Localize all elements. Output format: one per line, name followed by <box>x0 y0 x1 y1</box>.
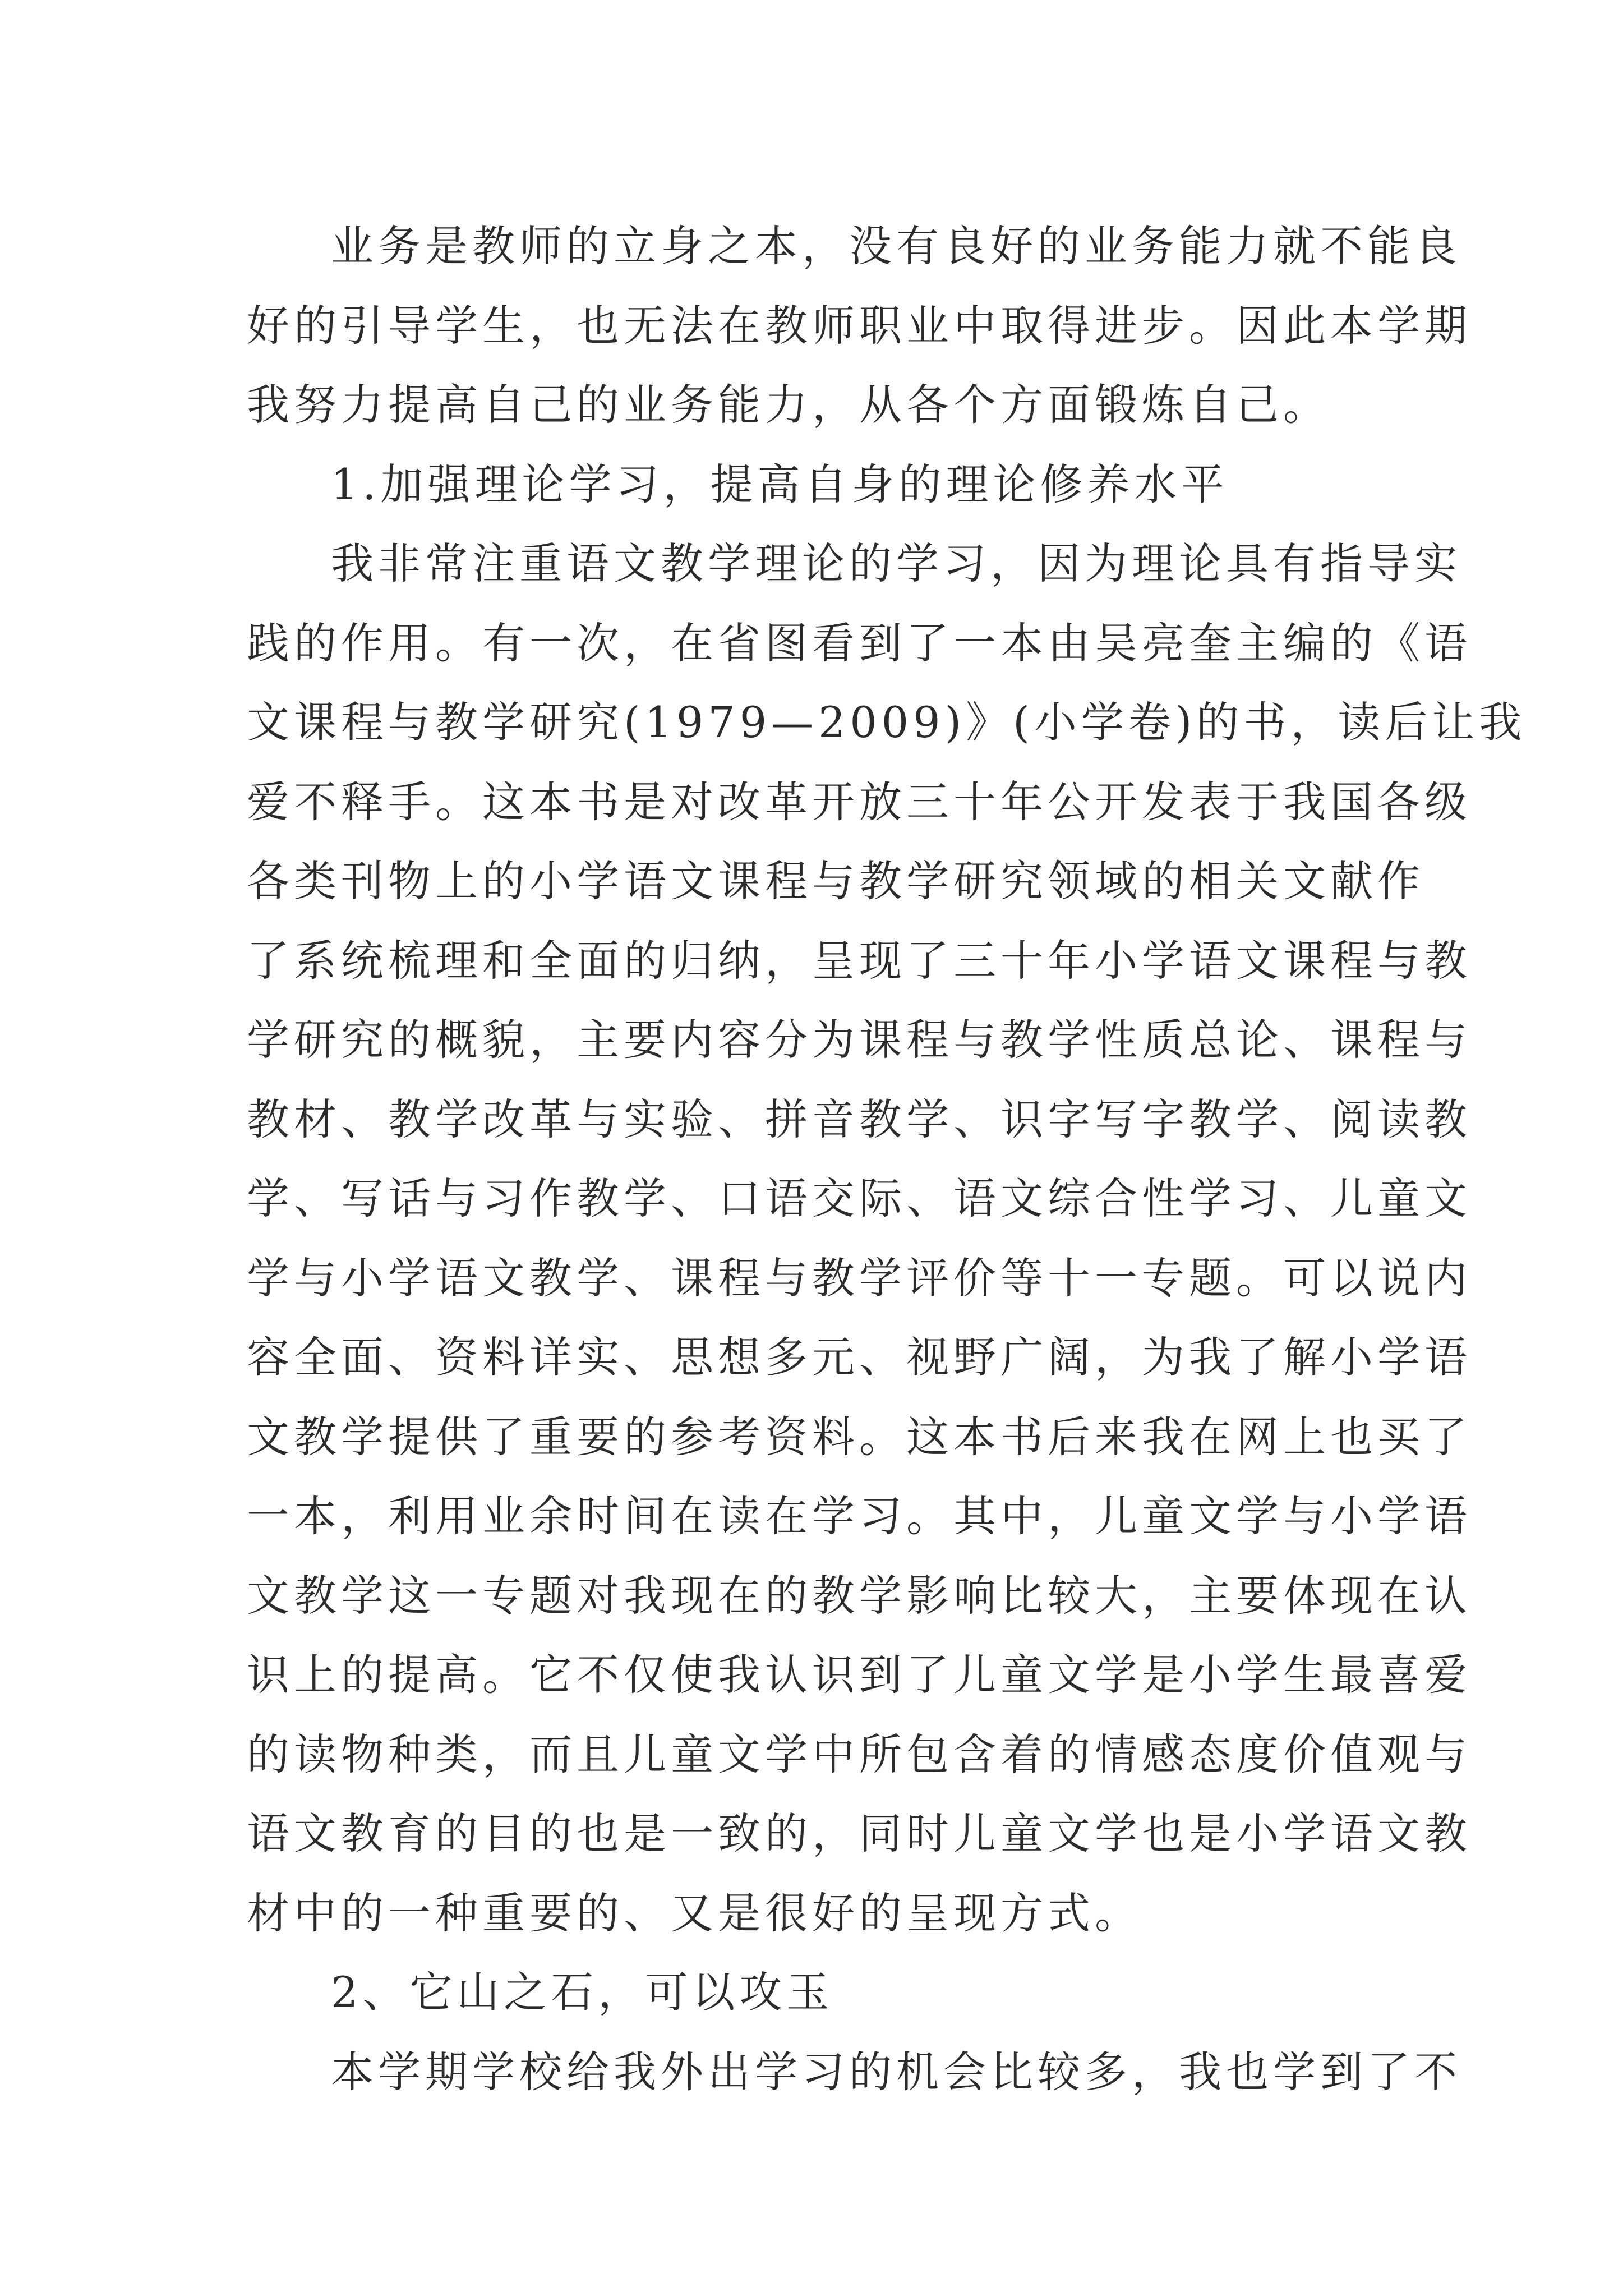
paragraph-line: 文课程与教学研究(1979—2009)》(小学卷)的书，读后让我 <box>247 697 1527 747</box>
body-text <box>247 206 1527 2111</box>
paragraph-line: 学与小学语文教学、课程与教学评价等十一专题。可以说内 <box>247 1253 1472 1303</box>
paragraph-line: 语文教育的目的也是一致的，同时儿童文学也是小学语文教 <box>247 1809 1472 1858</box>
paragraph-line: 我努力提高自己的业务能力，从各个方面锻炼自己。 <box>247 380 1330 430</box>
paragraph-line: 学、写话与习作教学、口语交际、语文综合性学习、儿童文 <box>247 1174 1472 1223</box>
section-heading: 1.加强理论学习，提高自身的理论修养水平 <box>331 459 1229 509</box>
paragraph-line: 容全面、资料详实、思想多元、视野广阔，为我了解小学语 <box>247 1332 1472 1382</box>
paragraph-line: 爱不释手。这本书是对改革开放三十年公开发表于我国各级 <box>247 776 1472 827</box>
paragraph-line: 一本，利用业余时间在读在学习。其中，儿童文学与小学语 <box>247 1491 1472 1541</box>
paragraph-line: 践的作用。有一次，在省图看到了一本由吴亮奎主编的《语 <box>247 618 1472 668</box>
paragraph-line: 识上的提高。它不仅使我认识到了儿童文学是小学生最喜爱 <box>247 1650 1472 1700</box>
paragraph-line: 的读物种类，而且儿童文学中所包含着的情感态度价值观与 <box>247 1729 1472 1779</box>
paragraph-line: 业务是教师的立身之本，没有良好的业务能力就不能良 <box>331 221 1461 271</box>
paragraph-line: 文教学提供了重要的参考资料。这本书后来我在网上也买了 <box>247 1411 1472 1462</box>
paragraph-line: 我非常注重语文教学理论的学习，因为理论具有指导实 <box>331 539 1461 588</box>
paragraph-line: 了系统梳理和全面的归纳，呈现了三十年小学语文课程与教 <box>247 935 1472 986</box>
paragraph-line: 本学期学校给我外出学习的机会比较多，我也学到了不 <box>331 2046 1461 2097</box>
paragraph-line: 学研究的概貌，主要内容分为课程与教学性质总论、课程与 <box>247 1015 1472 1065</box>
section-heading: 2、它山之石，可以攻玉 <box>331 1967 834 2017</box>
paragraph-line: 文教学这一专题对我现在的教学影响比较大，主要体现在认 <box>247 1570 1472 1621</box>
paragraph-line: 好的引导学生，也无法在教师职业中取得进步。因此本学期 <box>247 300 1472 351</box>
paragraph-line: 材中的一种重要的、又是很好的呈现方式。 <box>247 1888 1142 1938</box>
paragraph-line: 教材、教学改革与实验、拼音教学、识字写字教学、阅读教 <box>247 1094 1472 1144</box>
paragraph-line: 各类刊物上的小学语文课程与教学研究领域的相关文献作 <box>247 856 1424 906</box>
